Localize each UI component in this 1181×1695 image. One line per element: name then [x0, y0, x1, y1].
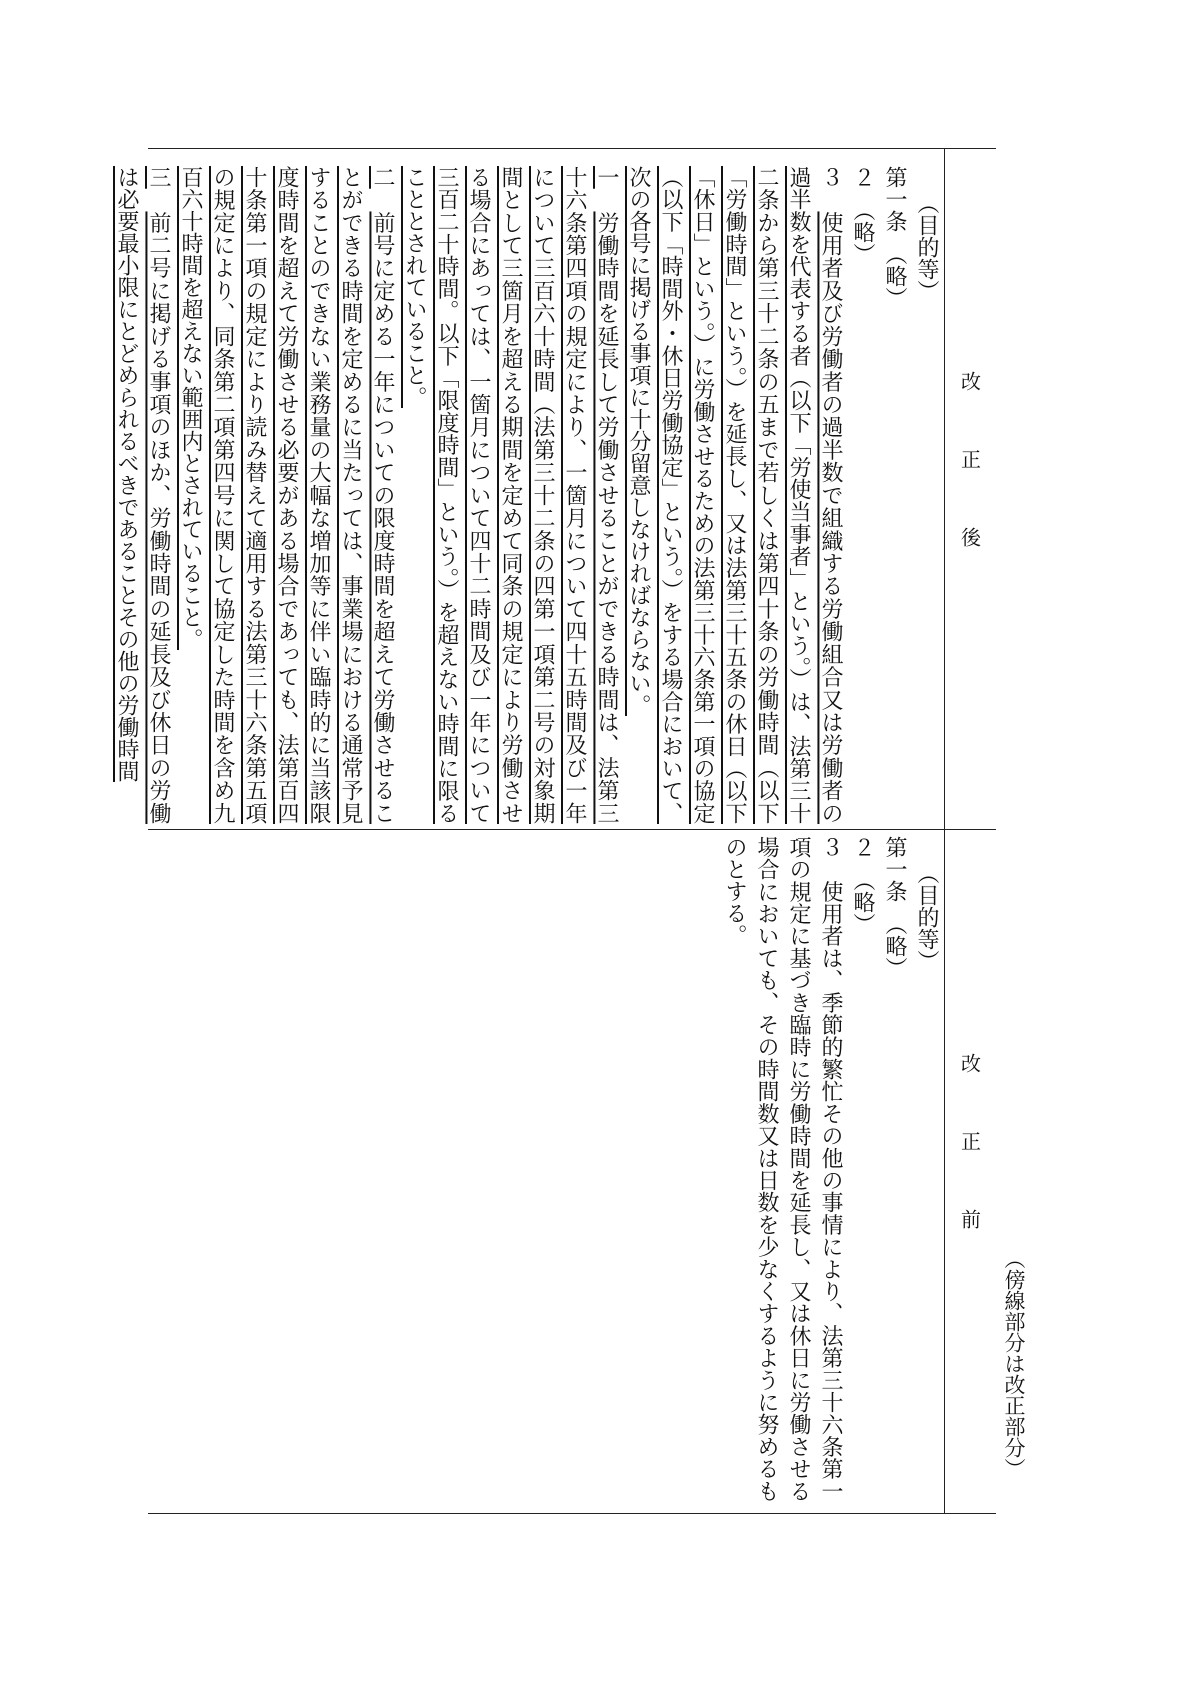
- before-paragraph-3-text: 使用者は、季節的繁忙その他の事情により、法第三十六条第一項の規定に基づき臨時に労働時間を延長し、又は休日に労働させる場合においても、その時間数又は日数を少なくするように努めるものとする。: [722, 836, 843, 1503]
- after-item-2-number: 二: [370, 166, 395, 189]
- header-before-label: 改正前: [957, 1053, 982, 1287]
- after-item-3: [110, 166, 174, 824]
- after-heading: （目的等）: [914, 192, 939, 302]
- amendment-note: （傍線部分は改正部分）: [1002, 1248, 1026, 1479]
- before-paragraph-3-number: ３: [818, 836, 843, 859]
- header-divider: [944, 149, 945, 1513]
- after-item-2: [174, 166, 398, 824]
- after-paragraph-3-number: ３: [818, 166, 843, 189]
- after-article-1: 第一条 （略）: [882, 166, 907, 309]
- after-item-2-text: 前号に定める一年についての限度時間を超えて労働させることができる時間を定めるに当たっては、事業場における通常予見することのできない業務量の大幅な増加等に伴い臨時的に当該限度時間を超えて労働させる必要がある場合であっても、法第百四十条第一項の規定により読み替えて適用する法第三十六条第五項の規定により、同条第二項第四号に関して協定した時間を含め九百六十時間を超えない範囲内とされていること。: [178, 166, 395, 825]
- after-paragraph-3-text: 使用者及び労働者の過半数で組織する労働組合又は労働者の過半数を代表する者（以下「労使当事者」という。）は、法第三十二条から第三十二条の五まで若しくは第四十条の労働時間（以下「労働時間」という。）を延長し、又は法第三十五条の休日（以下「休日」という。）に労働させるための法第三十六条第一項の協定（以下「時間外・休日労働協定」という。）をする場合において、次の各号に掲げる事項に十分留意しなければならない。: [626, 166, 843, 825]
- after-column: [114, 166, 942, 825]
- before-heading: （目的等）: [914, 862, 939, 972]
- column-divider: [148, 829, 996, 830]
- after-item-3-number: 三: [146, 166, 171, 189]
- after-item-1-text: 労働時間を延長して労働させることができる時間は、法第三十六条第四項の規定により、一箇月について四十五時間及び一年について三百六十時間（法第三十二条の四第一項第二号の対象期間として三箇月を超える期間を定めて同条の規定により労働させる場合にあっては、一箇月について四十二時間及び一年について三百二十時間。以下「限度時間」という。）を超えない時間に限ることとされていること。: [402, 166, 619, 825]
- before-paragraph-3: [718, 836, 846, 1502]
- header-after-label: 改正後: [957, 371, 982, 605]
- after-item-3-text: 前二号に掲げる事項のほか、労働時間の延長及び休日の労働は必要最小限にとどめられるべきであることその他の労働時間: [114, 166, 171, 825]
- after-paragraph-3: [622, 166, 846, 824]
- after-item-1-number: 一: [594, 166, 619, 189]
- after-item-1: [398, 166, 622, 824]
- before-article-1: 第一条 （略）: [882, 836, 907, 979]
- after-paragraph-2: ２ （略）: [850, 166, 875, 265]
- before-paragraph-2: ２ （略）: [850, 836, 875, 935]
- header-after-cell: [950, 148, 990, 828]
- before-column: [660, 836, 942, 1502]
- header-before-cell: [950, 828, 990, 1512]
